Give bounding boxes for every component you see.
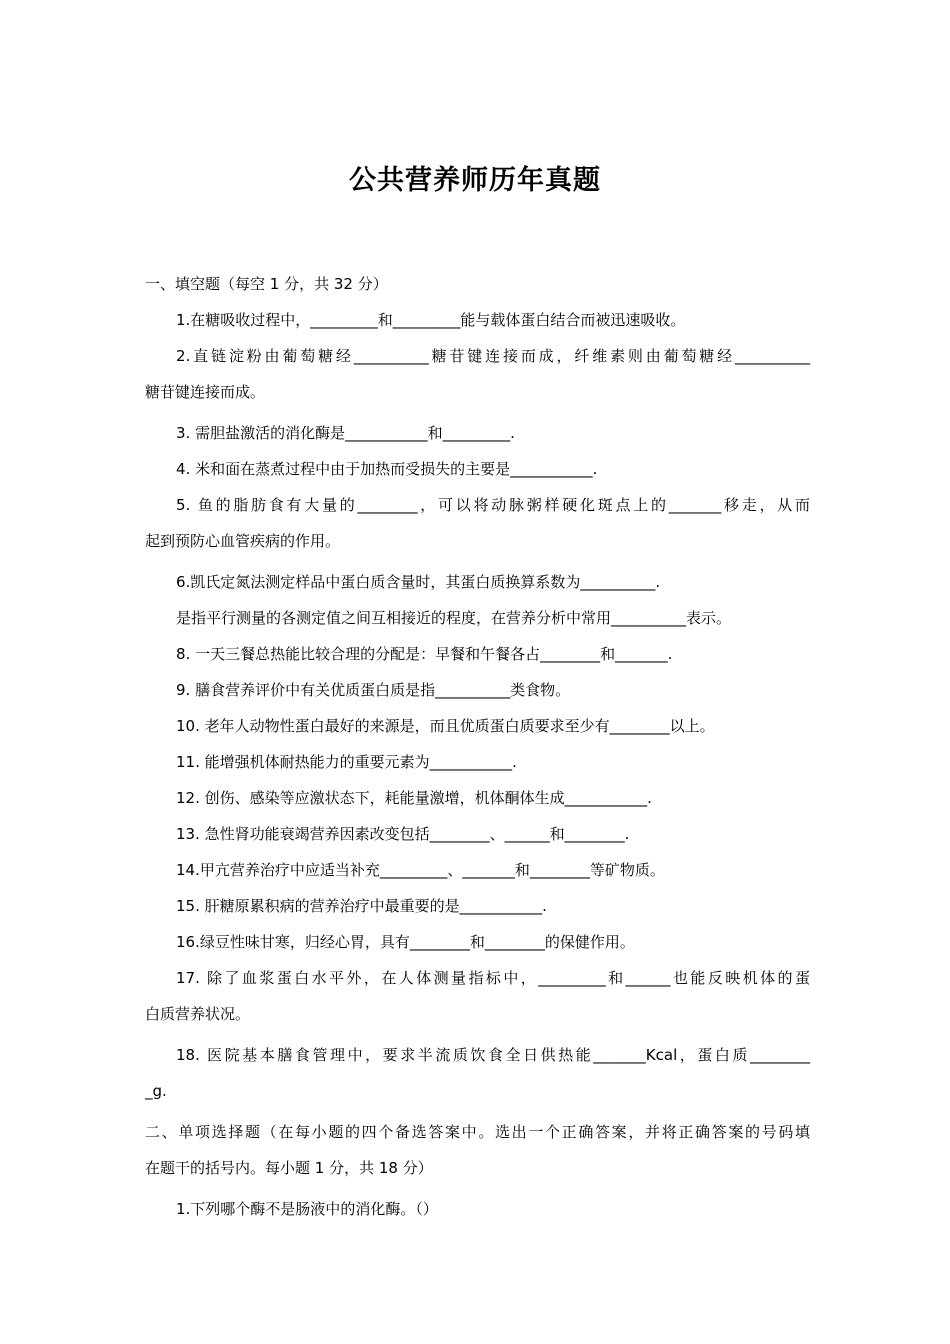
question-15: 15. 肝糖原累积病的营养治疗中最重要的是___________.	[176, 897, 547, 915]
question-16: 16.绿豆性味甘寒，归经心胃，具有________和________的保健作用。	[176, 933, 635, 951]
question-9: 9. 膳食营养评价中有关优质蛋白质是指__________类食物。	[176, 681, 571, 699]
question-11: 11. 能增强机体耐热能力的重要元素为___________.	[176, 753, 517, 771]
question-14: 14.甲亢营养治疗中应适当补充_________、_______和________等矿物质。	[176, 861, 665, 879]
question-2-line-1: 2.直链淀粉由葡萄糖经__________糖苷键连接而成，纤维素则由葡萄糖经__________	[176, 347, 810, 365]
choice-question-1: 1.下列哪个酶不是肠液中的消化酶。（）	[176, 1200, 438, 1218]
page-title: 公共营养师历年真题	[349, 165, 601, 196]
question-7: 是指平行测量的各测定值之间互相接近的程度，在营养分析中常用__________表示。	[176, 609, 732, 627]
question-12: 12. 创伤、感染等应激状态下，耗能量激增，机体酮体生成___________.	[176, 789, 652, 807]
question-5-line-1: 5. 鱼的脂肪食有大量的________，可以将动脉粥样硬化斑点上的_______移走，从而	[176, 496, 810, 514]
question-8: 8. 一天三餐总热能比较合理的分配是：早餐和午餐各占________和_______.	[176, 645, 673, 663]
question-17-line-1: 17. 除了血浆蛋白水平外，在人体测量指标中，_________和______也能反映机体的蛋	[176, 969, 810, 987]
question-10: 10. 老年人动物性蛋白最好的来源是，而且优质蛋白质要求至少有________以上。	[176, 717, 715, 735]
question-6: 6.凯氏定氮法测定样品中蛋白质含量时，其蛋白质换算系数为__________.	[176, 573, 661, 591]
section-heading-fill-blank: 一、填空题（每空 1 分，共 32 分）	[145, 275, 388, 293]
document-body	[145, 266, 810, 1227]
section-heading-single-choice-line-1: 二、单项选择题（在每小题的四个备选答案中。选出一个正确答案，并将正确答案的号码填	[145, 1123, 810, 1141]
question-5-line-2: 起到预防心血管疾病的作用。	[145, 532, 341, 550]
question-2-line-2: 糖苷键连接而成。	[145, 383, 266, 401]
question-18-line-2: _g.	[145, 1082, 167, 1100]
question-4: 4. 米和面在蒸煮过程中由于加热而受损失的主要是___________.	[176, 460, 598, 478]
question-18-line-1: 18. 医院基本膳食管理中，要求半流质饮食全日供热能_______Kcal，蛋白质________	[176, 1046, 810, 1064]
section-heading-single-choice-line-2: 在题干的括号内。每小题 1 分，共 18 分）	[145, 1159, 433, 1177]
question-1: 1.在糖吸收过程中，_________和_________能与载体蛋白结合而被迅速吸收。	[176, 311, 686, 329]
question-17-line-2: 白质营养状况。	[145, 1005, 251, 1023]
question-3: 3. 需胆盐激活的消化酶是___________和_________.	[176, 424, 515, 442]
question-13: 13. 急性肾功能衰竭营养因素改变包括________、______和________.	[176, 825, 630, 843]
